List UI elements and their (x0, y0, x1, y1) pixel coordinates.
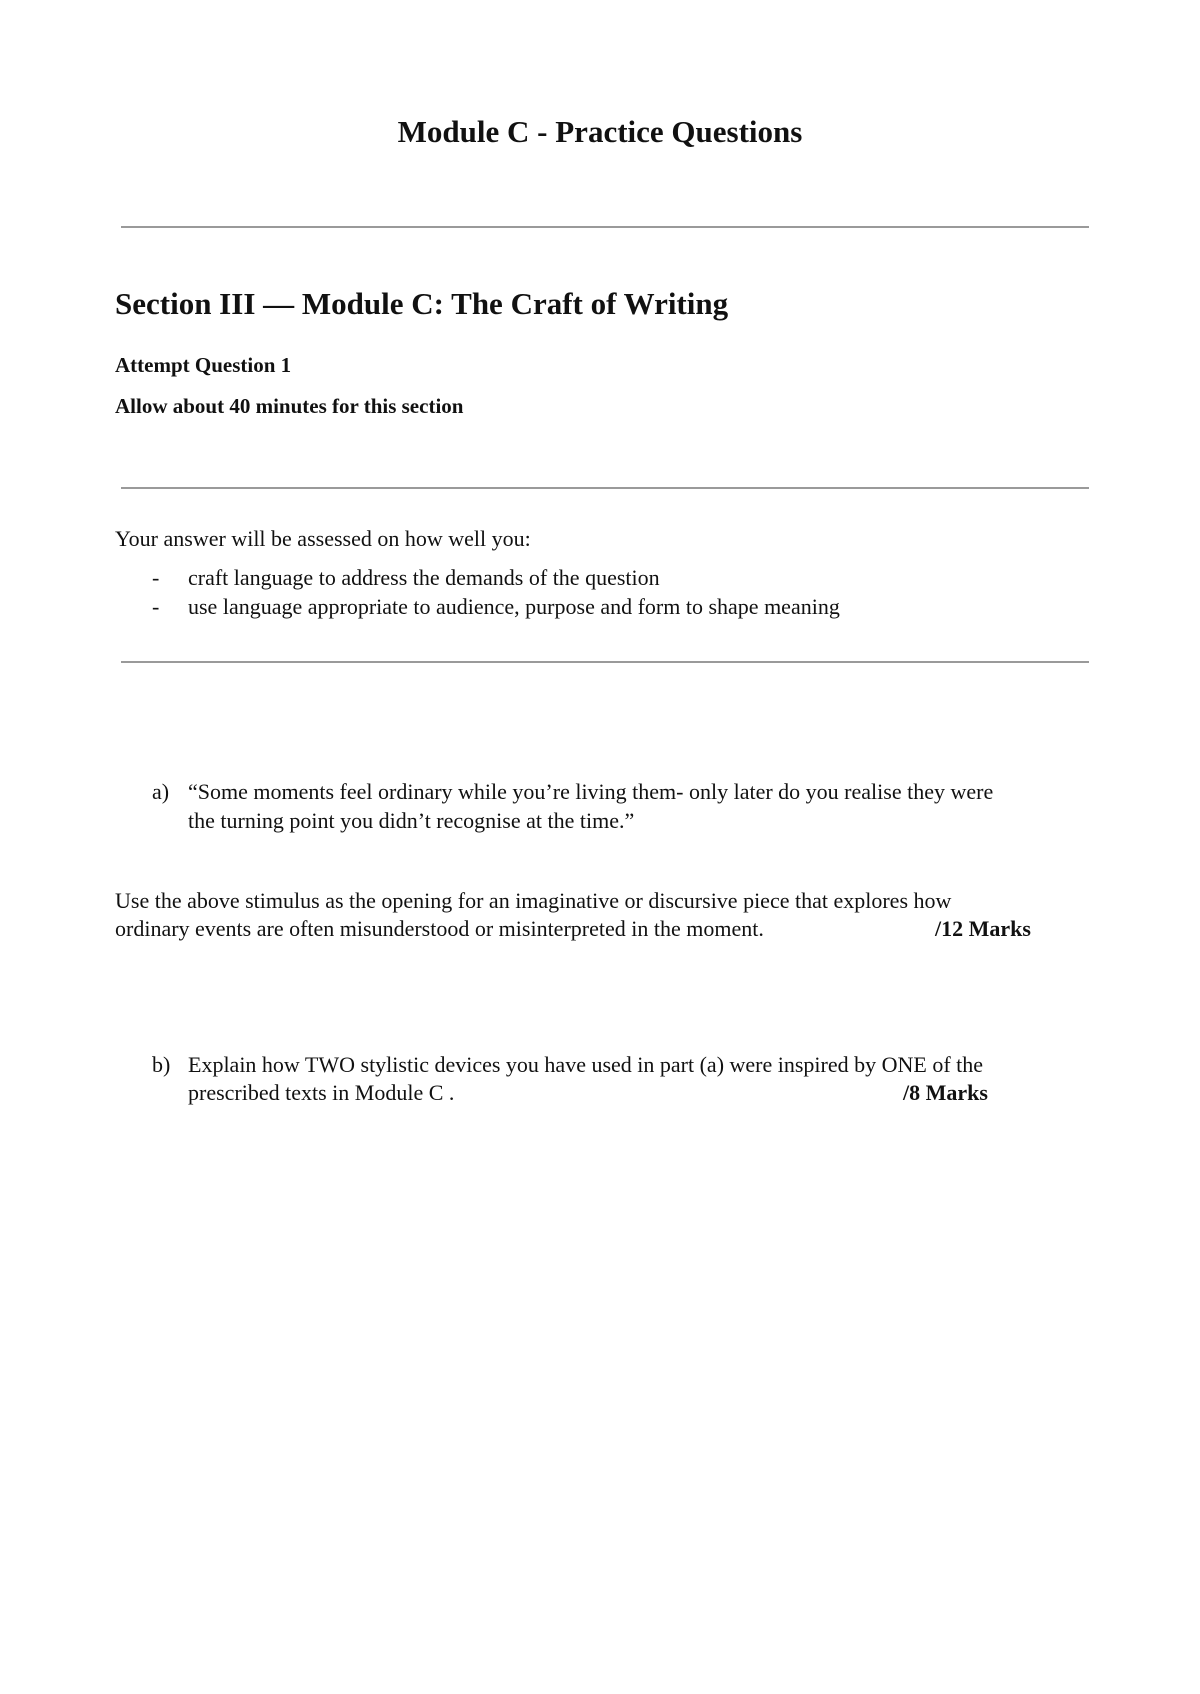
bullet-marker: - (152, 594, 160, 619)
question-b-text-line: Explain how TWO stylistic devices you have used in part (a) were inspired by ONE of the (188, 1052, 984, 1077)
criteria-item: craft language to address the demands of the question (188, 565, 660, 590)
divider-line (121, 661, 1089, 663)
question-b-text-line: prescribed texts in Module C . (188, 1080, 455, 1105)
bullet-marker: - (152, 565, 160, 590)
question-b-label: b) (152, 1052, 171, 1077)
question-a-task-line: Use the above stimulus as the opening for an imaginative or discursive piece that explores how (115, 888, 952, 913)
criteria-item: use language appropriate to audience, purpose and form to shape meaning (188, 594, 840, 619)
question-a-marks: /12 Marks (935, 916, 1031, 941)
divider-line (121, 487, 1089, 489)
document-title: Module C - Practice Questions (397, 114, 803, 149)
question-b-marks: /8 Marks (903, 1080, 988, 1105)
instruction-attempt: Attempt Question 1 (115, 353, 292, 377)
question-a-stimulus-line: “Some moments feel ordinary while you’re living them- only later do you realise they were (188, 779, 994, 804)
question-a-task-line: ordinary events are often misunderstood or misinterpreted in the moment. (115, 916, 764, 941)
question-a-stimulus-line: the turning point you didn’t recognise at the time.” (188, 808, 635, 833)
criteria-intro: Your answer will be assessed on how well you: (115, 526, 531, 551)
instruction-time-allowance: Allow about 40 minutes for this section (115, 394, 464, 418)
section-heading: Section III — Module C: The Craft of Writing (115, 286, 729, 321)
question-a-label: a) (152, 779, 170, 804)
divider-line (121, 226, 1089, 228)
